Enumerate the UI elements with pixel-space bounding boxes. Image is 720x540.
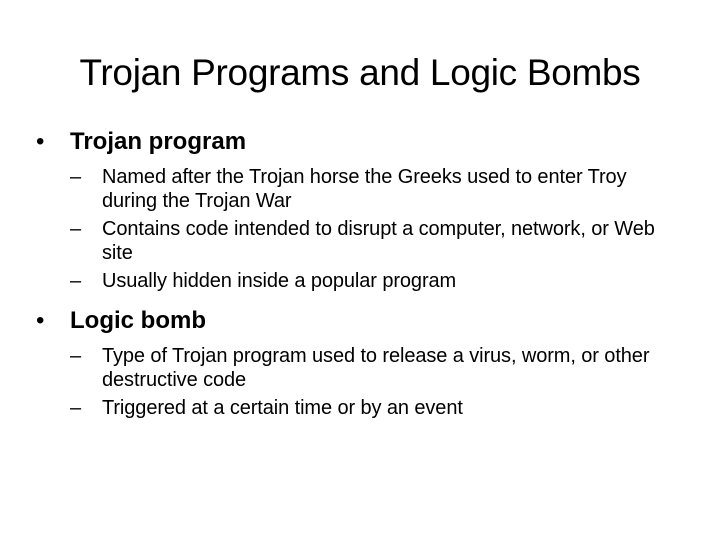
- subbullet-list-logic-bomb: [36, 344, 686, 420]
- subbullet-marker: –: [70, 396, 82, 419]
- bullet-logic-bomb: [36, 307, 686, 336]
- subbullet-type-of-trojan: [36, 344, 686, 392]
- bullet-text: Logic bomb: [70, 306, 206, 334]
- subbullet-text: Named after the Trojan horse the Greeks used to enter Troy during the Trojan War: [102, 165, 627, 212]
- subbullet-text: Usually hidden inside a popular program: [102, 269, 457, 292]
- subbullet-usually-hidden: [36, 269, 686, 293]
- subbullet-list-trojan-program: [36, 165, 686, 293]
- subbullet-triggered: [36, 396, 686, 420]
- subbullet-text: Contains code intended to disrupt a computer, network, or Web site: [102, 217, 655, 264]
- subbullet-text: Type of Trojan program used to release a virus, worm, or other destructive code: [102, 344, 650, 391]
- bullet-trojan-program: [36, 128, 686, 157]
- subbullet-text: Triggered at a certain time or by an event: [102, 396, 463, 419]
- bullet-marker: •: [36, 128, 45, 155]
- subbullet-marker: –: [70, 165, 82, 188]
- bullet-text: Trojan program: [70, 128, 247, 155]
- subbullet-marker: –: [70, 269, 82, 292]
- bullet-marker: •: [36, 306, 45, 334]
- subbullet-named-after: [36, 165, 686, 213]
- subbullet-contains-code: [36, 217, 686, 265]
- slide-title: Trojan Programs and Logic Bombs: [79, 51, 641, 93]
- slide-content: [36, 128, 686, 424]
- subbullet-marker: –: [70, 344, 82, 367]
- subbullet-marker: –: [70, 217, 82, 240]
